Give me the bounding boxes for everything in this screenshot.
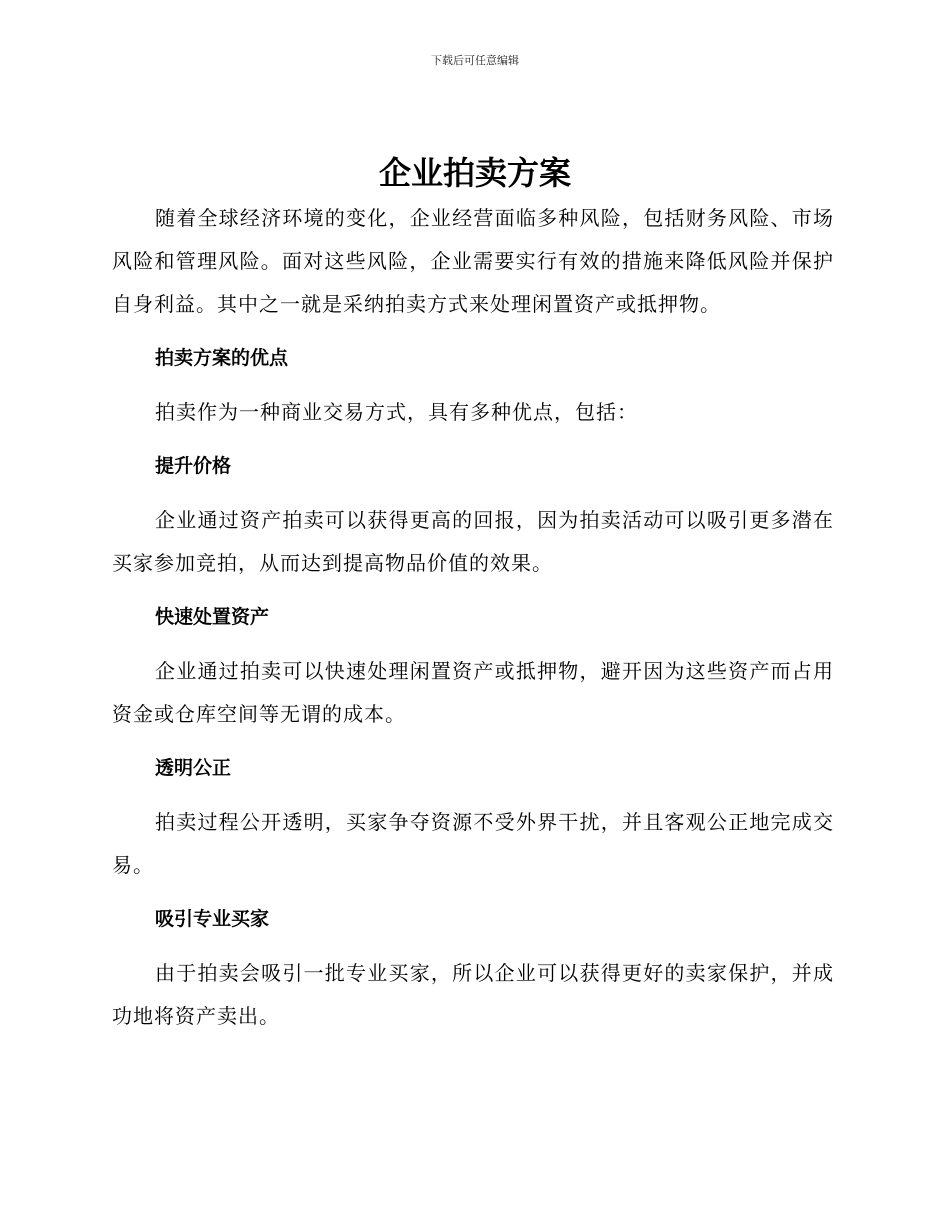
section-transparency bbox=[112, 747, 834, 898]
document-body bbox=[112, 197, 834, 1038]
section-heading: 吸引专业买家 bbox=[155, 908, 270, 930]
section-paragraph: 拍卖过程公开透明，买家争夺资源不受外界干扰，并且客观公正地完成交易。 bbox=[112, 810, 834, 877]
section-advantages bbox=[112, 337, 834, 445]
section-heading: 快速处置资产 bbox=[155, 606, 270, 628]
section-price bbox=[112, 445, 834, 596]
section-buyers bbox=[112, 898, 834, 1038]
intro-paragraph: 随着全球经济环境的变化，企业经营面临多种风险，包括财务风险、市场风险和管理风险。面对这些风险，企业需要实行有效的措施来降低风险并保护自身利益。其中之一就是采纳拍卖方式来处理闲置资产或抵押物。 bbox=[112, 206, 834, 316]
document-title: 企业拍卖方案 bbox=[378, 154, 571, 192]
section-paragraph: 拍卖作为一种商业交易方式，具有多种优点，包括： bbox=[155, 400, 638, 424]
section-paragraph: 企业通过拍卖可以快速处理闲置资产或抵押物，避开因为这些资产而占用资金或仓库空间等无谓的成本。 bbox=[112, 659, 834, 726]
section-paragraph: 企业通过资产拍卖可以获得更高的回报，因为拍卖活动可以吸引更多潜在买家参加竞拍，从而达到提高物品价值的效果。 bbox=[112, 508, 834, 575]
section-heading: 拍卖方案的优点 bbox=[155, 347, 289, 369]
section-disposal bbox=[112, 596, 834, 747]
page-header-note: 下载后可任意编辑 bbox=[431, 54, 519, 67]
section-paragraph: 由于拍卖会吸引一批专业买家，所以企业可以获得更好的卖家保护，并成功地将资产卖出。 bbox=[112, 961, 834, 1028]
section-heading: 提升价格 bbox=[155, 455, 232, 477]
section-heading: 透明公正 bbox=[155, 757, 232, 779]
